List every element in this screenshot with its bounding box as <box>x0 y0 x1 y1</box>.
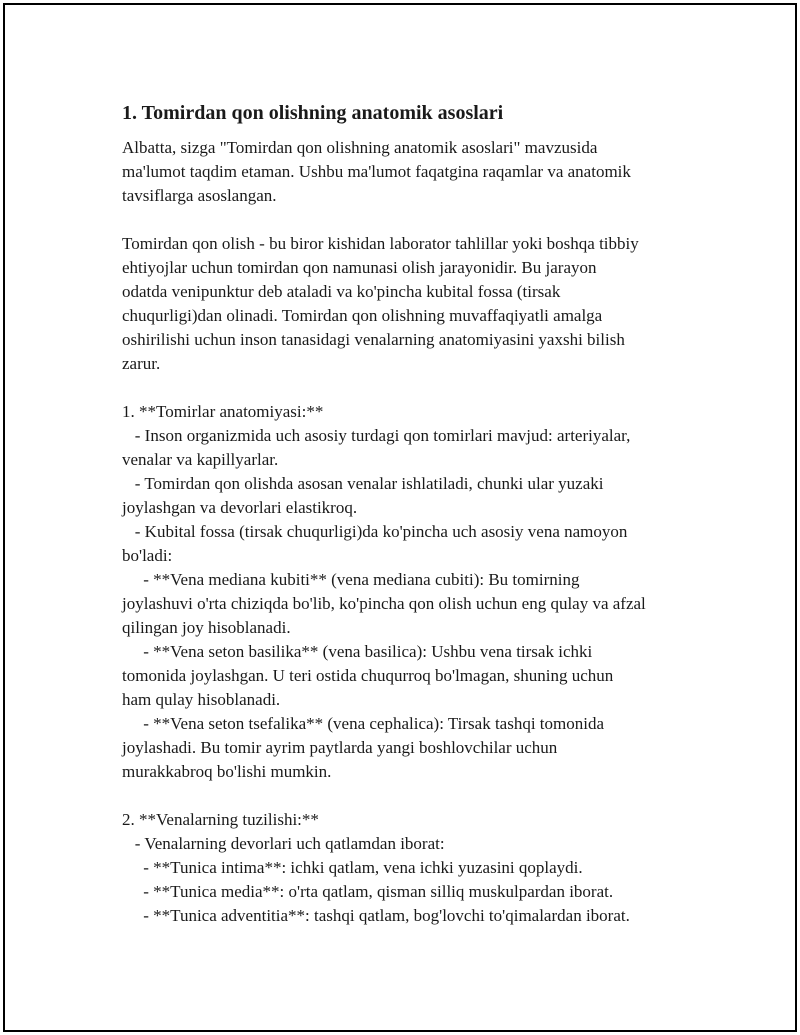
text-line: tavsiflarga asoslangan. <box>122 186 277 205</box>
page-frame <box>3 3 797 1032</box>
paragraph-spacer <box>122 208 712 232</box>
text-line: ehtiyojlar uchun tomirdan qon namunasi olish jarayonidir. Bu jarayon <box>122 258 597 277</box>
text-line: - **Tunica adventitia**: tashqi qatlam, bog'lovchi to'qimalardan iborat. <box>122 906 630 925</box>
text-line: bo'ladi: <box>122 546 173 565</box>
text-line: - **Vena seton basilika** (vena basilica): Ushbu vena tirsak ichki <box>122 642 593 661</box>
paragraph-spacer <box>122 784 712 808</box>
text-line: Albatta, sizga "Tomirdan qon olishning anatomik asoslari" mavzusida <box>122 138 598 157</box>
paragraph <box>122 232 712 376</box>
text-line: - **Tunica intima**: ichki qatlam, vena ichki yuzasini qoplaydi. <box>122 858 583 877</box>
text-line: chuqurligi)dan olinadi. Tomirdan qon olishning muvaffaqiyatli amalga <box>122 306 603 325</box>
text-line: - **Vena seton tsefalika** (vena cephalica): Tirsak tashqi tomonida <box>122 714 605 733</box>
text-line: qilingan joy hisoblanadi. <box>122 618 291 637</box>
text-line: odatda venipunktur deb ataladi va ko'pincha kubital fossa (tirsak <box>122 282 561 301</box>
paragraph <box>122 400 712 784</box>
text-line: 2. **Venalarning tuzilishi:** <box>122 810 319 829</box>
text-line: zarur. <box>122 354 161 373</box>
text-line: ma'lumot taqdim etaman. Ushbu ma'lumot faqatgina raqamlar va anatomik <box>122 162 631 181</box>
document-title: 1. Tomirdan qon olishning anatomik asoslari <box>122 102 504 124</box>
text-line: - Tomirdan qon olishda asosan venalar ishlatiladi, chunki ular yuzaki <box>122 474 604 493</box>
text-line: tomonida joylashgan. U teri ostida chuqurroq bo'lmagan, shuning uchun <box>122 666 614 685</box>
text-line: - Kubital fossa (tirsak chuqurligi)da ko'pincha uch asosiy vena namoyon <box>122 522 628 541</box>
document-body <box>122 100 712 928</box>
text-line: joylashadi. Bu tomir ayrim paytlarda yangi boshlovchilar uchun <box>122 738 558 757</box>
text-line: venalar va kapillyarlar. <box>122 450 279 469</box>
text-line: - **Vena mediana kubiti** (vena mediana cubiti): Bu tomirning <box>122 570 580 589</box>
paragraph <box>122 808 712 928</box>
text-line: - Venalarning devorlari uch qatlamdan iborat: <box>122 834 445 853</box>
text-line: - **Tunica media**: o'rta qatlam, qisman silliq muskulpardan iborat. <box>122 882 614 901</box>
text-line: joylashgan va devorlari elastikroq. <box>122 498 358 517</box>
text-line: ham qulay hisoblanadi. <box>122 690 281 709</box>
text-line: joylashuvi o'rta chiziqda bo'lib, ko'pincha qon olish uchun eng qulay va afzal <box>122 594 646 613</box>
text-line: Tomirdan qon olish - bu biror kishidan laborator tahlillar yoki boshqa tibbiy <box>122 234 639 253</box>
paragraph <box>122 136 712 208</box>
paragraph-spacer <box>122 376 712 400</box>
text-line: murakkabroq bo'lishi mumkin. <box>122 762 332 781</box>
text-line: - Inson organizmida uch asosiy turdagi qon tomirlari mavjud: arteriyalar, <box>122 426 631 445</box>
document-content <box>122 136 712 928</box>
text-line: 1. **Tomirlar anatomiyasi:** <box>122 402 324 421</box>
text-line: oshirilishi uchun inson tanasidagi venalarning anatomiyasini yaxshi bilish <box>122 330 625 349</box>
